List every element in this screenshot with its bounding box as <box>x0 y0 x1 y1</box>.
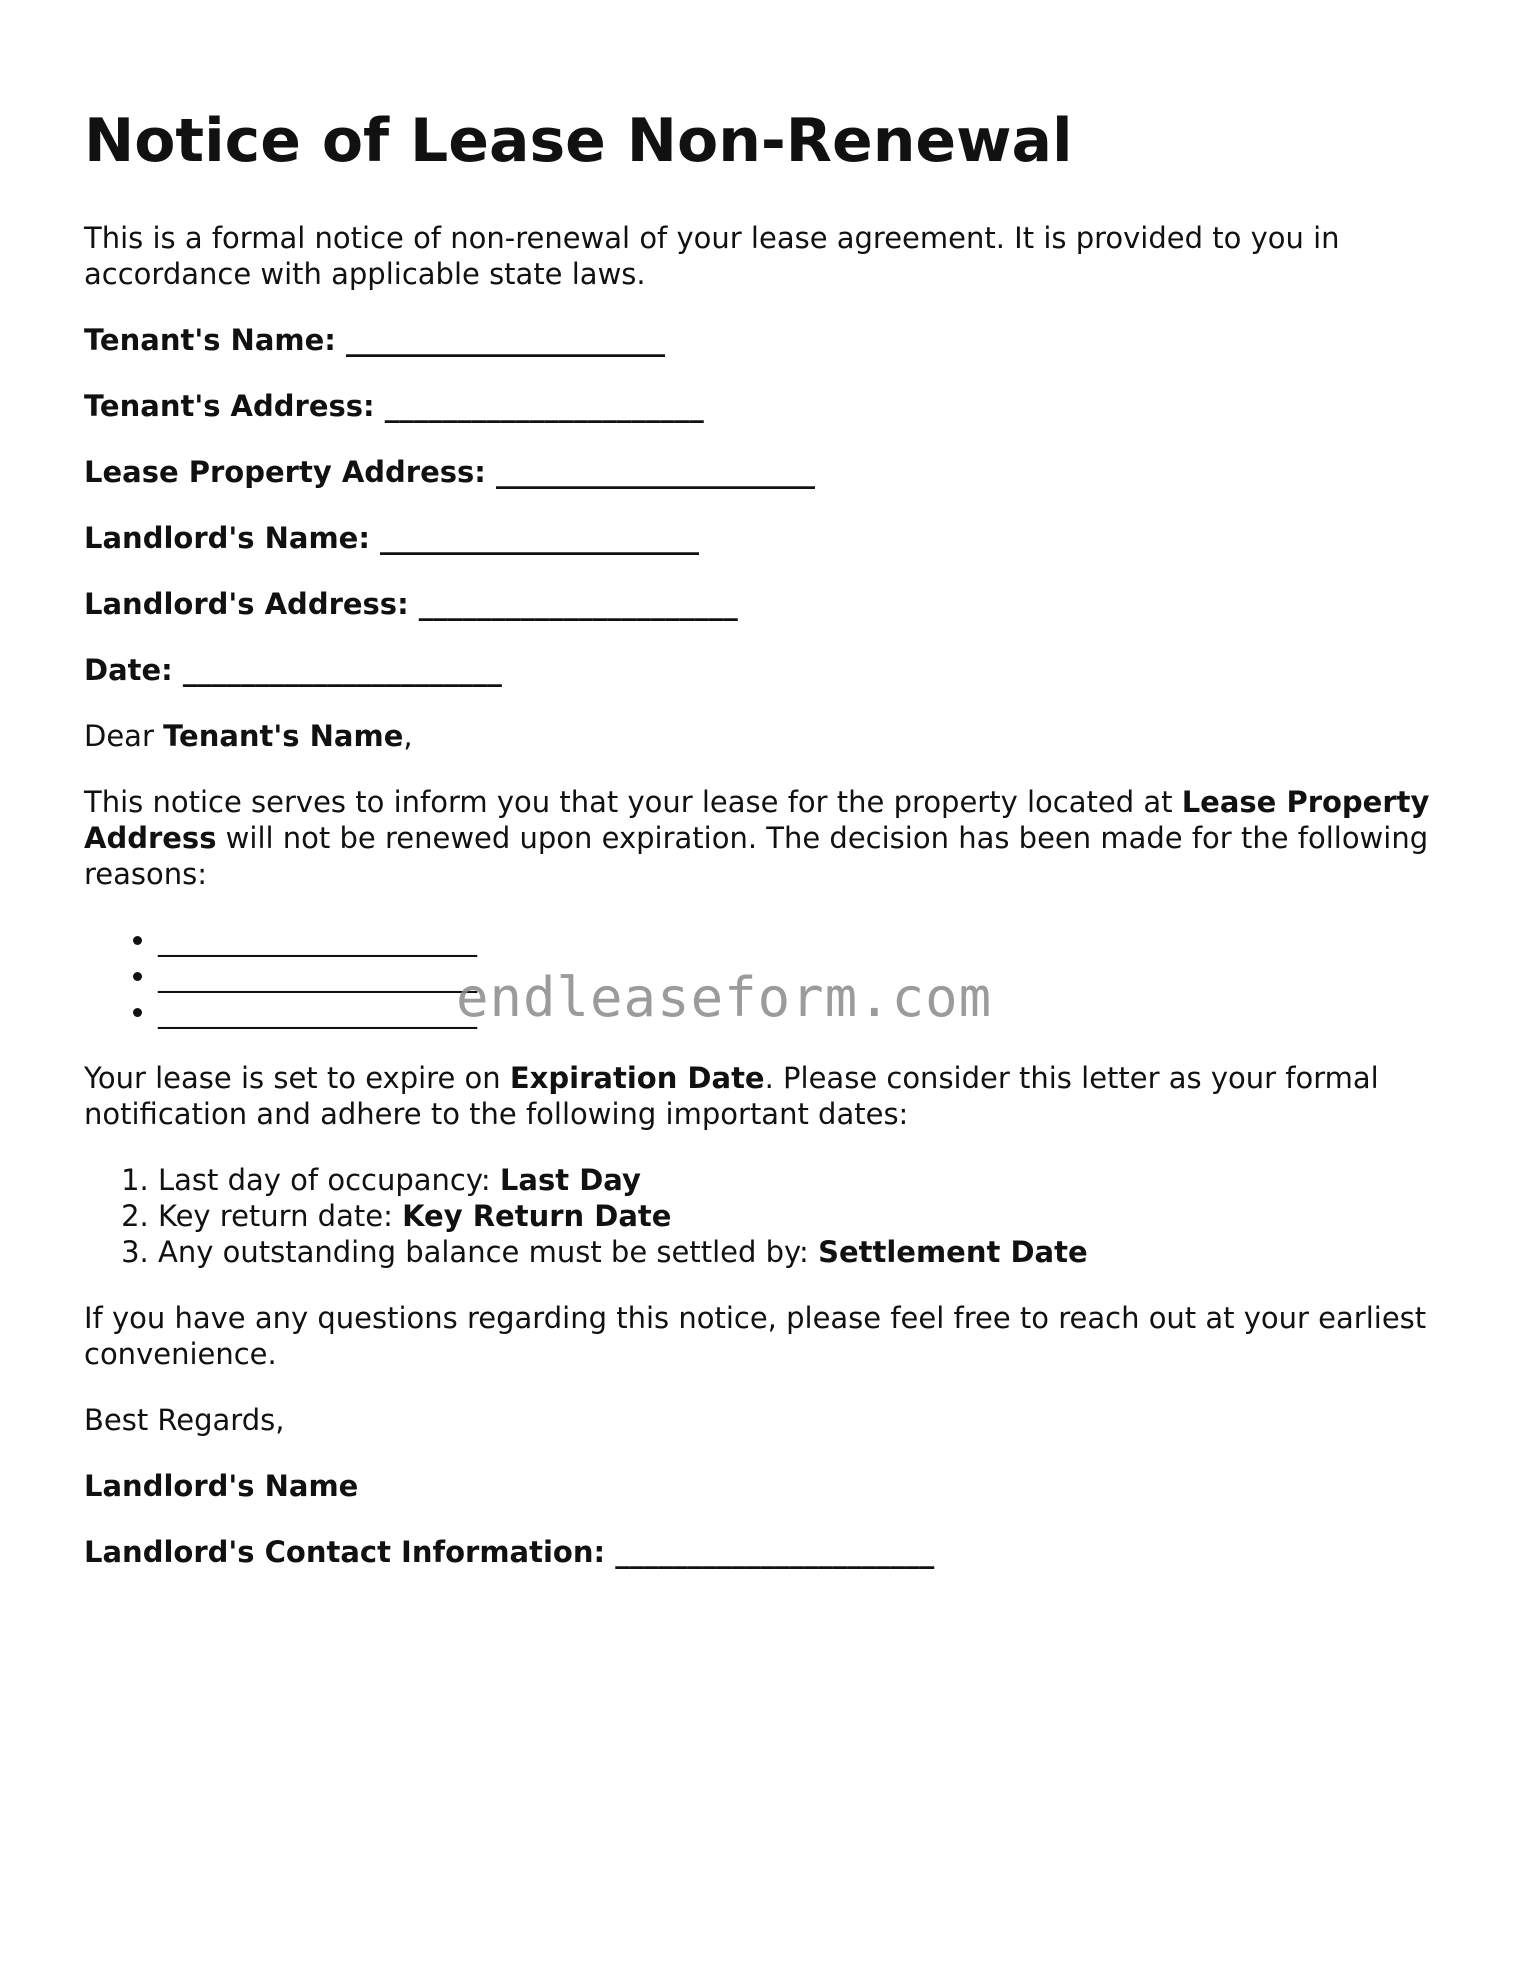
salutation-suffix: , <box>403 719 413 753</box>
expiration-text-before: Your lease is set to expire on <box>84 1061 510 1095</box>
expiration-text-after: . Please consider this letter as your formal notification and adhere to the following important dates: <box>84 1061 1379 1131</box>
tenant-name-label: Tenant's Name: <box>84 323 336 357</box>
landlord-name-blank: ______________________ <box>380 521 700 555</box>
landlord-address-blank: ______________________ <box>418 587 738 621</box>
important-date-item <box>158 1198 1464 1234</box>
important-date-value: Settlement Date <box>818 1235 1088 1269</box>
important-date-label: Last day of occupancy: <box>158 1163 500 1197</box>
lease-property-address-blank: ______________________ <box>495 455 815 489</box>
reason-item: • ______________________ <box>158 958 1464 994</box>
notice-property-address: Lease Property Address <box>84 785 1430 855</box>
signature-name: Landlord's Name <box>84 1469 359 1503</box>
landlord-name-field <box>84 520 1464 556</box>
landlord-name-label: Landlord's Name: <box>84 521 370 555</box>
expiration-date: Expiration Date <box>509 1061 765 1095</box>
salutation <box>84 718 1464 754</box>
tenant-address-blank: ______________________ <box>384 389 704 423</box>
lease-property-address-label: Lease Property Address: <box>84 455 486 489</box>
tenant-name-blank: ______________________ <box>346 323 665 357</box>
document-title: Notice of Lease Non-Renewal <box>84 106 1073 176</box>
contact-field <box>84 1534 1464 1570</box>
salutation-prefix: Dear <box>84 719 164 753</box>
salutation-name: Tenant's Name <box>163 719 404 753</box>
important-date-label: Any outstanding balance must be settled by: <box>158 1235 819 1269</box>
notice-text-after: will not be renewed upon expiration. The decision has been made for the following reasons: <box>84 821 1429 891</box>
questions-paragraph: If you have any questions regarding this notice, please feel free to reach out at your earliest convenience. <box>84 1301 1427 1371</box>
lease-property-address-field <box>84 454 1464 490</box>
reason-item: • ______________________ <box>158 994 1464 1030</box>
document-page <box>84 96 1464 1570</box>
contact-label: Landlord's Contact Information: <box>84 1535 606 1569</box>
landlord-address-label: Landlord's Address: <box>84 587 409 621</box>
date-label: Date: <box>84 653 173 687</box>
notice-paragraph <box>84 784 1464 892</box>
expiration-paragraph <box>84 1060 1464 1132</box>
landlord-address-field <box>84 586 1464 622</box>
important-date-value: Key Return Date <box>402 1199 672 1233</box>
tenant-address-label: Tenant's Address: <box>84 389 375 423</box>
important-dates-list <box>84 1162 1464 1270</box>
reason-item: • ______________________ <box>158 922 1464 958</box>
tenant-address-field <box>84 388 1464 424</box>
closing-line: Best Regards, <box>84 1403 285 1437</box>
intro-paragraph: This is a formal notice of non-renewal of your lease agreement. It is provided to you in accordance with applicable state laws. <box>84 221 1340 291</box>
important-date-value: Last Day <box>499 1163 641 1197</box>
important-date-item <box>158 1234 1464 1270</box>
date-field <box>84 652 1464 688</box>
tenant-name-field <box>84 322 1464 358</box>
date-blank: ______________________ <box>182 653 502 687</box>
important-date-label: Key return date: <box>158 1199 403 1233</box>
notice-text-before: This notice serves to inform you that your lease for the property located at <box>84 785 1182 819</box>
important-date-item <box>158 1162 1464 1198</box>
contact-blank: ______________________ <box>615 1535 935 1569</box>
watermark: endleaseform.com <box>456 966 993 1029</box>
